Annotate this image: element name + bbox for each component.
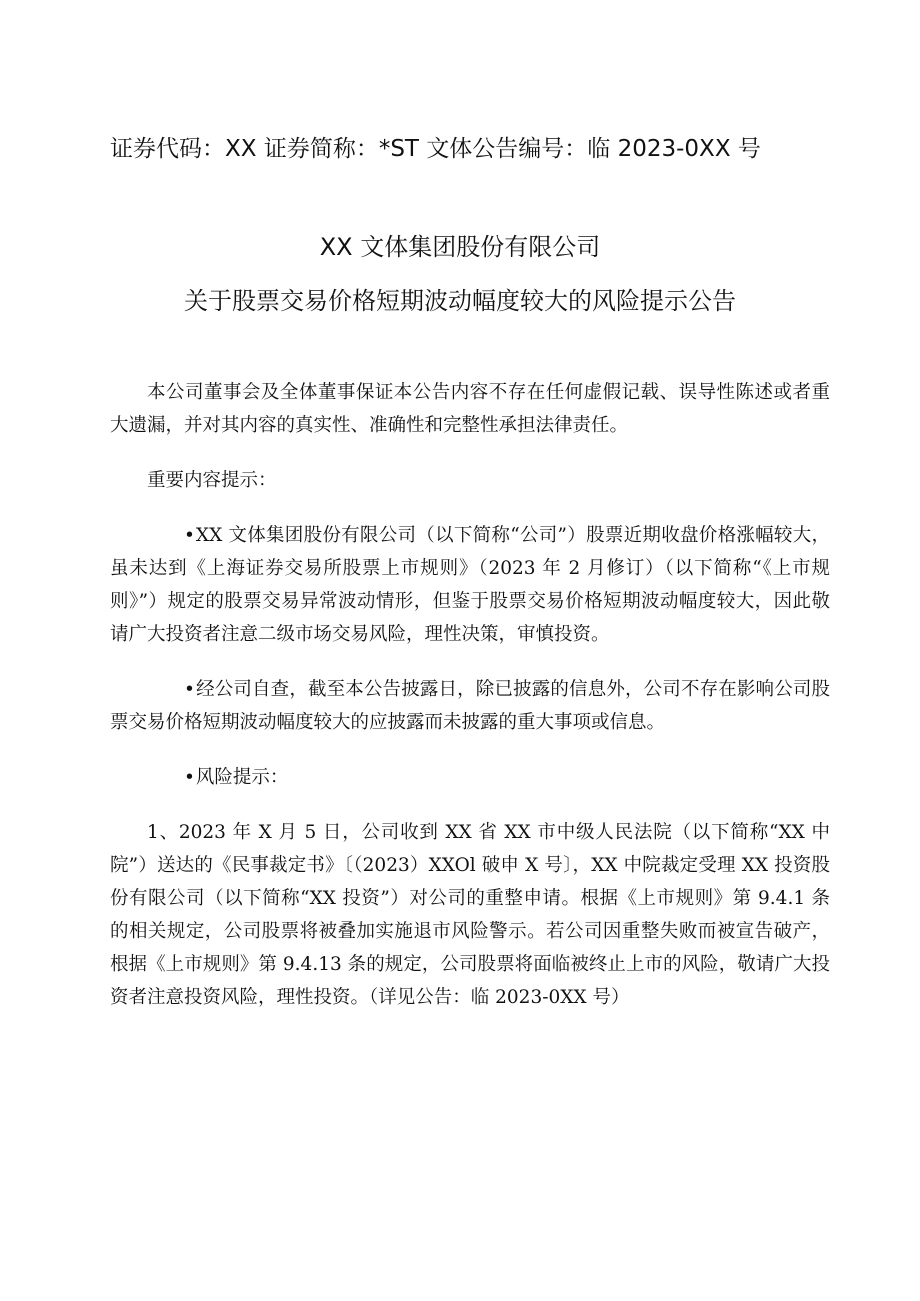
bullet-self-check — [110, 673, 830, 739]
bullet-risk-tips — [110, 761, 830, 794]
board-statement-paragraph: 本公司董事会及全体董事保证本公告内容不存在任何虚假记载、误导性陈述或者重大遗漏，并对其内容的真实性、准确性和完整性承担法律责任。 — [110, 382, 830, 436]
bullet-stock-volatility — [110, 519, 830, 651]
bullet-self-check-text: 经公司自查，截至本公告披露日，除已披露的信息外，公司不存在影响公司股票交易价格短期波动幅度较大的应披露而未披露的重大事项或信息。 — [110, 679, 830, 733]
company-title: XX 文体集团股份有限公司 — [319, 233, 601, 261]
announcement-title: 关于股票交易价格短期波动幅度较大的风险提示公告 — [184, 287, 736, 315]
bullet-risk-tips-text: 风险提示： — [195, 767, 289, 788]
important-tips-heading: 重要内容提示： — [147, 470, 277, 491]
bullet-icon: • — [184, 525, 195, 546]
bullet-icon: • — [184, 679, 195, 700]
announcement-body — [110, 376, 830, 1036]
bullet-stock-volatility-text: XX 文体集团股份有限公司（以下简称“公司”）股票近期收盘价格涨幅较大，虽未达到《上海证券交易所股票上市规则》（2023 年 2 月修订）（以下简称“《上市规则》”）规定的股票交易异常波动情形，但鉴于股票交易价格短期波动幅度较大，因此敬请广大投资者注意二级市场交易风险，理性决策，审慎投资。 — [110, 525, 830, 645]
bullet-icon: • — [184, 767, 195, 788]
announcement-code-line: 证券代码：XX 证券简称：*ST 文体公告编号：临 2023-0XX 号 — [110, 136, 761, 162]
risk-item-1-paragraph: 1、2023 年 X 月 5 日，公司收到 XX 省 XX 市中级人民法院（以下简称“XX 中院”）送达的《民事裁定书》〔（2023）XXOl 破申 X 号〕，XX 中院裁定受理 XX 投资股份有限公司（以下简称“XX 投资”）对公司的重整申请。根据《上市规则》第 9.4.1 条的相关规定，公司股票将被叠加实施退市风险警示。若公司因重整失败而被宣告破产，根据《上市规则》第 9.4.13 条的规定，公司股票将面临被终止上市的风险，敬请广大投资者注意投资风险，理性投资。（详见公告：临 2023-0XX 号） — [110, 822, 830, 1008]
